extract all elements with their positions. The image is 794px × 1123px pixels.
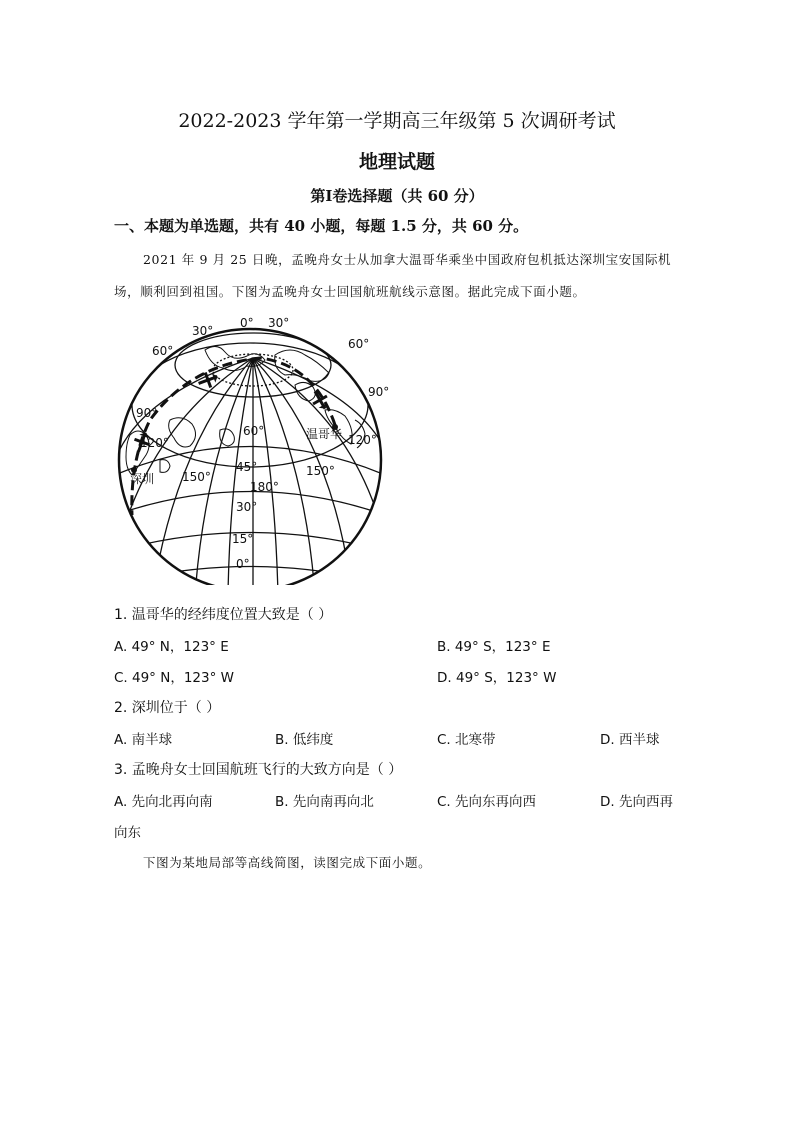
label-lon-30-right: 30°: [268, 316, 290, 330]
question-3-option-d-wrap: 向东: [114, 825, 141, 841]
question-2-stem: 2. 深圳位于（ ）: [114, 700, 221, 716]
globe-outline: [119, 329, 381, 585]
label-lat-45: 45°: [236, 460, 258, 474]
intro-paragraph-line1: 2021 年 9 月 25 日晚，孟晚舟女士从加拿大温哥华乘坐中国政府包机抵达深圳宝安国际机: [143, 252, 672, 267]
question-3-stem: 3. 孟晚舟女士回国航班飞行的大致方向是（ ）: [114, 762, 403, 778]
label-lat-30: 30°: [236, 500, 258, 514]
question-1-option-a[interactable]: A. 49° N，123° E: [114, 639, 229, 655]
question-1-option-c[interactable]: C. 49° N，123° W: [114, 670, 234, 686]
label-shenzhen: 深圳: [130, 472, 155, 486]
label-lon-60-right: 60°: [348, 337, 370, 351]
question-1-option-d[interactable]: D. 49° S，123° W: [437, 670, 557, 686]
next-figure-intro: 下图为某地局部等高线简图，读图完成下面小题。: [143, 855, 432, 870]
label-lon-150-right: 150°: [306, 464, 335, 478]
label-lat-15: 15°: [232, 532, 254, 546]
question-3-option-a[interactable]: A. 先向北再向南: [114, 794, 213, 810]
question-2-option-b[interactable]: B. 低纬度: [275, 732, 334, 748]
question-2-option-d[interactable]: D. 西半球: [600, 732, 660, 748]
exam-title: 2022-2023 学年第一学期高三年级第 5 次调研考试: [178, 110, 616, 132]
intro-paragraph-line2: 场，顺利回到祖国。下图为孟晚舟女士回国航班航线示意图。据此完成下面小题。: [114, 284, 586, 299]
section-heading: 第Ⅰ卷选择题（共 60 分）: [310, 187, 484, 205]
question-1-option-b[interactable]: B. 49° S，123° E: [437, 639, 551, 655]
question-2-option-a[interactable]: A. 南半球: [114, 732, 173, 748]
label-lon-180: 180°: [250, 480, 279, 494]
flight-route-globe-figure: [110, 310, 400, 585]
question-3-option-c[interactable]: C. 先向东再向西: [437, 794, 537, 810]
exam-subject: 地理试题: [358, 151, 435, 173]
label-lon-90-left: 90°: [136, 406, 158, 420]
label-lon-150-left: 150°: [182, 470, 211, 484]
label-lon-60-left: 60°: [152, 344, 174, 358]
question-3-option-d[interactable]: D. 先向西再: [600, 794, 673, 810]
label-lon-90-right: 90°: [368, 385, 390, 399]
question-2-option-c[interactable]: C. 北寒带: [437, 732, 496, 748]
label-lon-120-right: 120°: [348, 433, 377, 447]
part-one-heading: 一、本题为单选题，共有 40 小题，每题 1.5 分，共 60 分。: [114, 217, 529, 235]
label-lon-30-left: 30°: [192, 324, 214, 338]
label-vancouver: 温哥华: [306, 427, 343, 441]
question-1-stem: 1. 温哥华的经纬度位置大致是（ ）: [114, 607, 333, 623]
label-lat-0: 0°: [236, 557, 250, 571]
label-lon-0: 0°: [240, 316, 254, 330]
label-lon-120-left: 120°: [140, 436, 169, 450]
question-3-option-b[interactable]: B. 先向南再向北: [275, 794, 374, 810]
label-lat-60: 60°: [243, 424, 265, 438]
